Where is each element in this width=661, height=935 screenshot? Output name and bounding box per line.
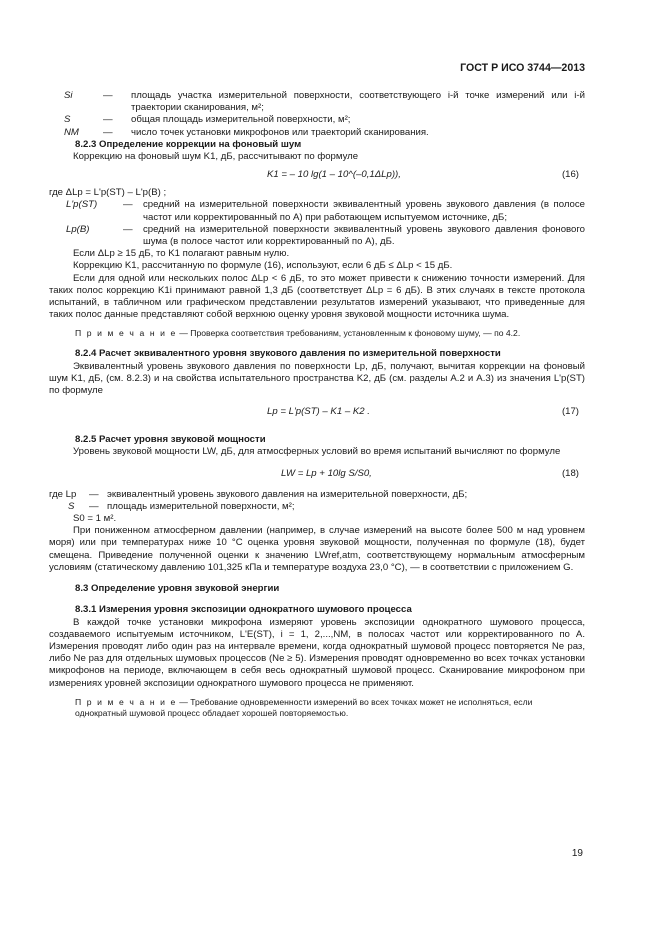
spacer — [49, 595, 585, 604]
paragraph: При пониженном атмосферном давлении (например, в случае измерений на высоте более 500 м над уровнем моря) или при температурах ниже 10 °С оценка уровня звуковой мощности, полученная по формуле (18), будет смещена. Приведение полученной оценки к значению LWref,atm, соответствующему нормальным атмосферным условиям (статическому давлению 101,325 кПа и температуре воздуха 23,0 °С), — в соответствии с приложением G. — [49, 525, 585, 573]
section-heading-8-3: 8.3 Определение уровня звуковой энергии — [75, 583, 280, 595]
spacer — [49, 690, 585, 697]
definitions-top — [49, 90, 585, 139]
spacer — [49, 339, 585, 348]
paragraph: Если для одной или нескольких полос ΔLp < 6 дБ, то это может привести к снижению точности измерений. Для таких полос коррекцию K1i принимают равной 1,3 дБ (соответствует ΔLp = 6 дБ). В этих случаях в тексте протокола испытаний, в табличном или графическом представлении результатов измерений указывают, что приведенные для таких полос данные представляют собой верхнюю оценку уровня звуковой мощности источника шума. — [49, 272, 585, 321]
definition-text: эквивалентный уровень звукового давления на измерительной поверхности, дБ; — [107, 488, 468, 500]
paragraph: Эквивалентный уровень звукового давления по поверхности Lp, дБ, получают, вычитая коррекции на фоновый шум K1, дБ, (см. 8.2.3) и на свойства испытательного пространства K2, дБ (см. разделы А.2 и А.3) из значения L'p(ST) по формуле — [49, 360, 585, 397]
formula-16 — [49, 163, 585, 187]
paragraph: S0 = 1 м². — [73, 513, 117, 525]
definition-text: средний на измерительной поверхности эквивалентный уровень звукового давления (в полосе частот или корректированный по A) при работающем испытуемом источнике, дБ; — [143, 199, 585, 223]
paragraph: Уровень звуковой мощности LW, дБ, для атмосферных условий во время испытаний вычисляют по формуле — [73, 446, 561, 458]
section-heading-8-2-3: 8.2.3 Определение коррекции на фоновый шум — [75, 138, 302, 150]
section-heading-8-2-4: 8.2.4 Расчет эквивалентного уровня звукового давления по измерительной поверхности — [75, 348, 501, 360]
formula-number: (16) — [561, 169, 579, 181]
formula-number: (18) — [561, 467, 579, 479]
section-heading-8-2-5: 8.2.5 Расчет уровня звуковой мощности — [75, 434, 266, 446]
definition-symbol: S — [68, 500, 75, 512]
note — [49, 328, 585, 339]
definitions-8-2-3 — [49, 199, 585, 248]
definition-dash: — — [103, 114, 113, 126]
note — [49, 697, 585, 719]
paragraph: Если ΔLp ≥ 15 дБ, то K1 полагают равным нулю. — [73, 248, 290, 260]
definition-dash: — — [123, 223, 133, 235]
definition-row — [49, 90, 585, 114]
definition-text: площадь участка измерительной поверхности, соответствующего i-й точке измерений или i-й траектории сканирования, м²; — [131, 90, 585, 114]
definition-text: площадь измерительной поверхности, м²; — [107, 500, 295, 512]
standard-designation: ГОСТ Р ИСО 3744—2013 — [460, 62, 585, 74]
formula-expression: K1 = – 10 lg(1 – 10^(–0,1ΔLp)), — [267, 169, 401, 181]
definition-row — [49, 489, 585, 501]
definition-symbol: где Lp — [49, 488, 77, 500]
note-text: — Требование одновременности измерений во всех точках может не исполняться, если однократный шумовой процесс обладает хорошей повторяемостью. — [75, 696, 533, 718]
definition-symbol: Lp(B) — [66, 223, 90, 235]
definition-dash: — — [123, 199, 133, 211]
definition-symbol: NM — [64, 126, 79, 138]
definition-row — [49, 199, 585, 223]
definition-symbol: S — [64, 114, 71, 126]
spacer — [49, 427, 585, 434]
definition-text: общая площадь измерительной поверхности, м²; — [131, 114, 351, 126]
definition-row — [49, 224, 585, 248]
spacer — [49, 321, 585, 328]
page-number: 19 — [571, 848, 583, 859]
formula-expression: Lp = L'p(ST) – K1 – K2 . — [267, 406, 370, 418]
formula-18 — [49, 459, 585, 489]
paragraph: В каждой точке установки микрофона измеряют уровень экспозиции однократного шумового процесса, создаваемого испытуемым источником, L'E(ST), i = 1, 2,...,NM, в полосах частот или корректированного по A. Измерения проводят либо один раз на интервале времени, когда однократный шумовой процесс повторяется Ne раз, либо Ne раз для отдельных шумовых процессов (Ne ≥ 5). Измерения проводят одновременно во всех точках установки микрофонов на периоде, включающем в себя весь однократный шумовой процесс. Сканирование микрофоном при измерениях уровней экспозиции однократного шумового процесса не применяют. — [49, 616, 585, 689]
definition-dash: — — [103, 126, 113, 138]
where-clause: где ΔLp = L'p(ST) – L'p(B) ; — [49, 187, 167, 199]
definition-text: средний на измерительной поверхности эквивалентный уровень звукового давления фонового шума (в полосе частот или корректированный по A), дБ. — [143, 223, 585, 248]
definition-row — [49, 501, 585, 513]
spacer — [49, 574, 585, 583]
definition-row — [49, 127, 585, 139]
definition-symbol: Si — [64, 90, 73, 101]
definition-dash: — — [89, 500, 99, 512]
paragraph: Коррекцию на фоновый шум K1, дБ, рассчитывают по формуле — [73, 151, 359, 163]
section-heading-8-3-1: 8.3.1 Измерения уровня экспозиции однократного шумового процесса — [75, 604, 412, 616]
definition-symbol: L'p(ST) — [66, 199, 98, 211]
definition-row — [49, 114, 585, 126]
definition-dash: — — [103, 90, 113, 101]
formula-number: (17) — [561, 406, 579, 418]
note-label: П р и м е ч а н и е — [75, 696, 177, 707]
note-label: П р и м е ч а н и е — [75, 328, 177, 339]
formula-17 — [49, 397, 585, 427]
paragraph: Коррекцию K1, рассчитанную по формуле (16), используют, если 6 дБ ≤ ΔLp < 15 дБ. — [73, 260, 453, 272]
definitions-8-2-5 — [49, 489, 585, 513]
definition-dash: — — [89, 488, 99, 500]
definition-text: число точек установки микрофонов или траекторий сканирования. — [131, 126, 429, 138]
note-text: — Проверка соответствия требованиям, установленным к фоновому шуму, — по 4.2. — [176, 328, 521, 339]
page-content — [49, 90, 585, 719]
formula-expression: LW = Lp + 10lg S/S0, — [281, 467, 372, 479]
